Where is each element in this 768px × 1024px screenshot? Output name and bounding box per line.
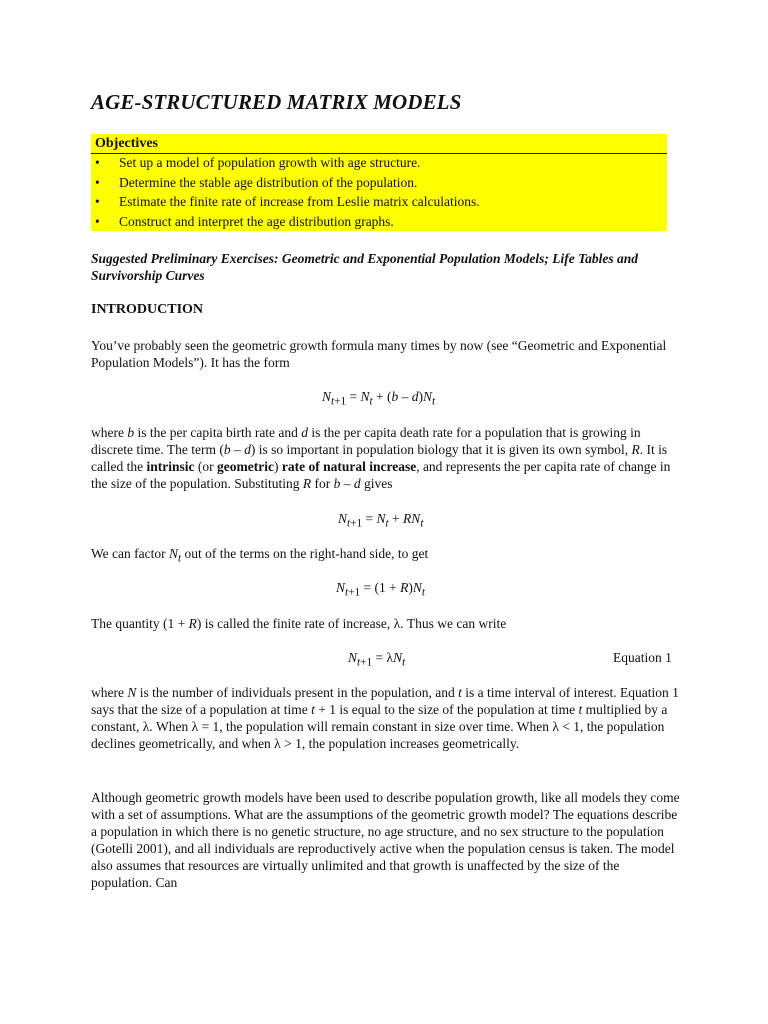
objectives-box: Objectives • Set up a model of population growth with age structure. • Determine the stable age distribution of the population. • Estimate the finite rate of increase from Leslie matrix calculations. • Construct and interpret the age distribution graphs. (91, 134, 667, 231)
paragraph-equation-explanation: where N is the number of individuals present in the population, and t is a time interval of interest. Equation 1 says that the size of a population at time t + 1 is equal to the size of the population at time t multiplied by a constant, λ. When λ = 1, the population will remain constant in size over time. When λ < 1, the population declines geometrically, and when λ > 1, the population increases geometrically. (91, 685, 679, 751)
equation-1-label: Equation 1 (613, 650, 672, 665)
paragraph-finite-rate: The quantity (1 + R) is called the finite rate of increase, λ. Thus we can write (91, 616, 507, 631)
equation-substitution: $N_{t+1} = N_t + RN_t$ (338, 511, 424, 530)
paragraph-rate-definition: where b is the per capita birth rate and d is the per capita death rate for a population that is growing in discrete time. The term (b – d) is so important in population biology that it is given its own symbol, R. It is called the intrinsic (or geometric) rate of natural increase, and represents the per capita rate of change in the size of the population. Substituting R for b – d gives (91, 425, 671, 491)
bullet-icon: • (95, 174, 100, 190)
equation-geometric-growth: $N_{t+1} = N_t + (b - d)N_t$ (322, 389, 436, 408)
objectives-divider (91, 153, 667, 154)
paragraph-intro: You’ve probably seen the geometric growth formula many times by now (see “Geometric and Exponential Population Models”). It has the form (91, 338, 667, 370)
equation-factored: $N_{t+1} = (1 + R)N_t$ (336, 580, 426, 599)
bullet-icon: • (95, 194, 100, 209)
bullet-icon: • (95, 213, 100, 229)
bullet-icon: • (95, 155, 100, 170)
objectives-heading: Objectives (95, 136, 158, 151)
paragraph-assumptions: Although geometric growth models have been used to describe population growth, like all models they come with a set of assumptions. What are the assumptions of the geometric growth model? The equations describe a population in which there is no genetic structure, no age structure, and no sex structure to the population (Gotelli 2001), and all individuals are reproductively active when the population census is taken. The model also assumes that resources are virtually unlimited and that growth is unaffected by the size of the population. Can (91, 790, 680, 890)
paragraph-factor: We can factor $N_t$ out of the terms on the right-hand side, to get (91, 546, 429, 565)
section-heading-introduction: INTRODUCTION (91, 302, 204, 317)
equation-1: $N_{t+1} = \lambda N_t$ (348, 650, 406, 669)
suggested-exercises: Suggested Preliminary Exercises: Geometric and Exponential Population Models; Life Tables and Survivorship Curves (91, 251, 639, 283)
document-title: AGE-STRUCTURED MATRIX MODELS (91, 90, 462, 114)
